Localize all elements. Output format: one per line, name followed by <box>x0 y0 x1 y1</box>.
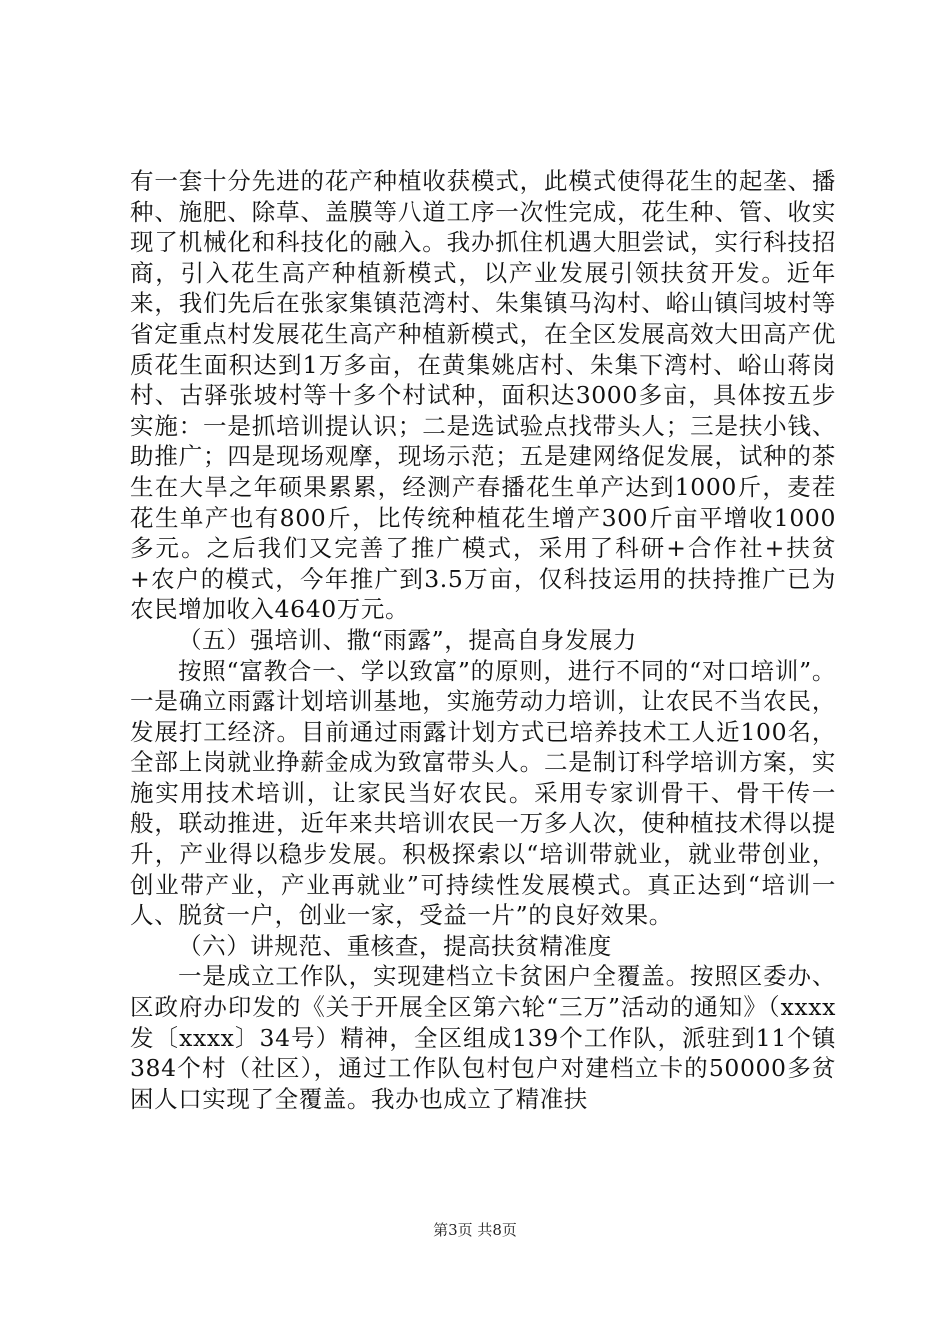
page-footer: 第3页 共8页 <box>433 1221 517 1239</box>
body-paragraph-1: 有一套十分先进的花产种植收获模式，此模式使得花生的起垄、播种、施肥、除草、盖膜等八道工序一次性完成，花生种、管、收实现了机械化和科技化的融入。我办抓住机遇大胆尝试，实行科技招商，引入花生高产种植新模式，以产业发展引领扶贫开发。近年来，我们先后在张家集镇范湾村、朱集镇马沟村、峪山镇闫坡村等省定重点村发展花生高产种植新模式，在全区发展高效大田高产优质花生面积达到1万多亩，在黄集姚店村、朱集下湾村、峪山蒋岗村、古驿张坡村等十多个村试种，面积达3000多亩，具体按五步实施：一是抓培训提认识；二是选试验点找带头人；三是扶小钱、助推广；四是现场观摩，现场示范；五是建网络促发展，试种的茶生在大旱之年硕果累累，经测产春播花生单产达到1000斤，麦茬花生单产也有800斤，比传统种植花生增产300斤亩平增收1000多元。之后我们又完善了推广模式，采用了科研+合作社+扶贫+农户的模式，今年推广到3.5万亩，仅科技运用的扶持推广已为农民增加收入4640万元。 <box>130 167 836 624</box>
document-body <box>130 166 836 1114</box>
body-paragraph-3: 一是成立工作队，实现建档立卡贫困户全覆盖。按照区委办、区政府办印发的《关于开展全区第六轮“三万”活动的通知》（xxxx发〔xxxx〕34号）精神，全区组成139个工作队，派驻到11个镇384个村（社区），通过工作队包村包户对建档立卡的50000多贫困人口实现了全覆盖。我办也成立了精准扶 <box>130 962 836 1113</box>
section-heading-5: （五）强培训、撒“雨露”，提高自身发展力 <box>178 625 638 654</box>
section-heading-6: （六）讲规范、重核查，提高扶贫精准度 <box>178 931 612 960</box>
body-paragraph-2: 按照“富教合一、学以致富”的原则，进行不同的“对口培训”。一是确立雨露计划培训基地，实施劳动力培训，让农民不当农民，发展打工经济。目前通过雨露计划方式已培养技术工人近100名，全部上岗就业挣薪金成为致富带头人。二是制订科学培训方案，实施实用技术培训，让家民当好农民。采用专家训骨干、骨干传一般，联动推进，近年来共培训农民一万多人次，使种植技术得以提升，产业得以稳步发展。积极探索以“培训带就业，就业带创业，创业带产业，产业再就业”可持续性发展模式。真正达到“培训一人、脱贫一户，创业一家，受益一片”的良好效果。 <box>130 656 836 930</box>
